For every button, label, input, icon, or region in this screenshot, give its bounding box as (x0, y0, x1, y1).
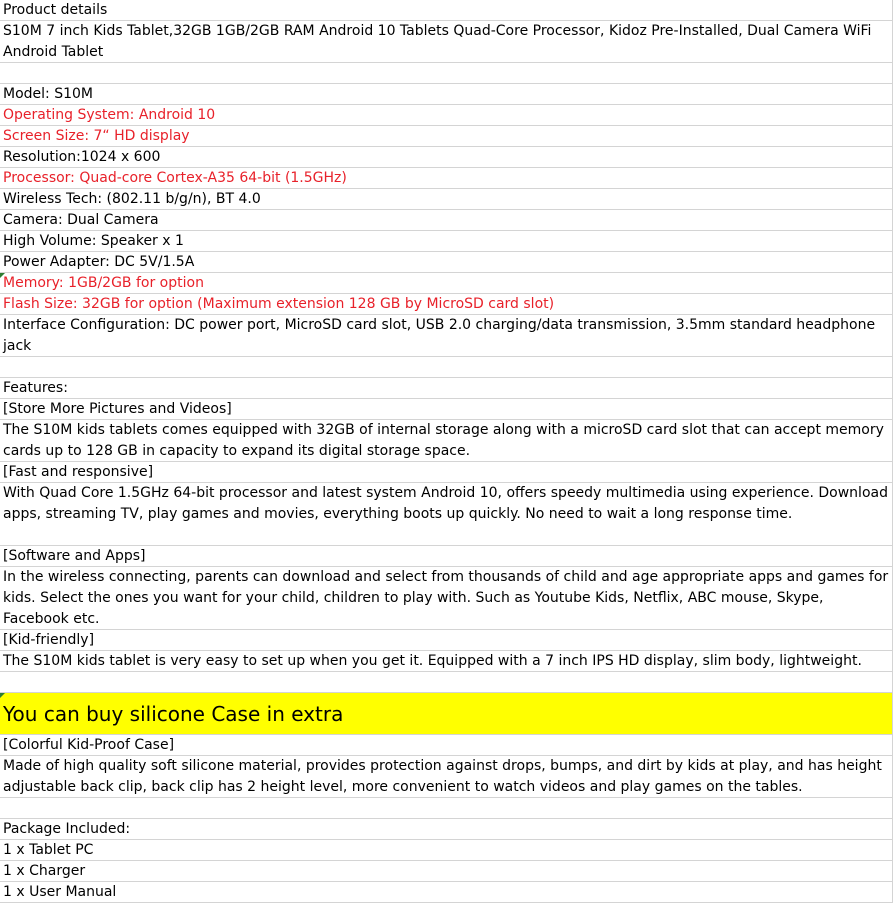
cell-empty[interactable] (0, 357, 893, 378)
cell-camera[interactable]: Camera: Dual Camera (0, 210, 893, 231)
cell-features-heading[interactable]: Features: (0, 378, 893, 399)
cell-package-item[interactable]: 1 x User Manual (0, 882, 893, 903)
cell-case-text[interactable]: Made of high quality soft silicone material, provides protection against drops, bumps, and dirt by kids at play, and has height adjustable back clip, back clip has 2 height level, more convenient to watch videos and play games on the tables. (0, 756, 893, 798)
cell-processor[interactable]: Processor: Quad-core Cortex-A35 64-bit (1.5GHz) (0, 168, 893, 189)
cell-package-item[interactable]: 1 x Tablet PC (0, 840, 893, 861)
cell-screen-size[interactable]: Screen Size: 7“ HD display (0, 126, 893, 147)
cell-volume[interactable]: High Volume: Speaker x 1 (0, 231, 893, 252)
cell-wireless[interactable]: Wireless Tech: (802.11 b/g/n), BT 4.0 (0, 189, 893, 210)
cell-operating-system[interactable]: Operating System: Android 10 (0, 105, 893, 126)
cell-package-item[interactable]: 1 x Charger (0, 861, 893, 882)
cell-memory[interactable] (0, 273, 893, 294)
cell-fast-heading[interactable]: [Fast and responsive] (0, 462, 893, 483)
cell-fast-text[interactable]: With Quad Core 1.5GHz 64-bit processor and latest system Android 10, offers speedy multimedia using experience. Download apps, streaming TV, play games and movies, everything boots up quickly. No need to wait a long response time. (0, 483, 893, 546)
cell-case-banner[interactable] (0, 693, 893, 735)
cell-interface[interactable]: Interface Configuration: DC power port, MicroSD card slot, USB 2.0 charging/data transmission, 3.5mm standard headphone jack (0, 315, 893, 357)
cell-store-text[interactable]: The S10M kids tablets comes equipped with 32GB of internal storage along with a microSD card slot that can accept memory cards up to 128 GB in capacity to expand its digital storage space. (0, 420, 893, 462)
cell-empty[interactable] (0, 63, 893, 84)
cell-flash-size[interactable]: Flash Size: 32GB for option (Maximum extension 128 GB by MicroSD card slot) (0, 294, 893, 315)
cell-kid-text[interactable]: The S10M kids tablet is very easy to set up when you get it. Equipped with a 7 inch IPS HD display, slim body, lightweight. (0, 651, 893, 672)
cell-power-adapter[interactable]: Power Adapter: DC 5V/1.5A (0, 252, 893, 273)
cell-comment-marker (0, 693, 5, 698)
cell-package-heading[interactable]: Package Included: (0, 819, 893, 840)
cell-software-text[interactable]: In the wireless connecting, parents can download and select from thousands of child and age appropriate apps and games for kids. Select the ones you want for your child, children to play with. Such as Youtube Kids, Netflix, ABC mouse, Skype, Facebook etc. (0, 567, 893, 630)
cell-case-heading[interactable]: [Colorful Kid-Proof Case] (0, 735, 893, 756)
cell-product-details-heading[interactable]: Product details (0, 0, 893, 21)
cell-resolution[interactable]: Resolution:1024 x 600 (0, 147, 893, 168)
cell-empty[interactable] (0, 672, 893, 693)
cell-model[interactable]: Model: S10M (0, 84, 893, 105)
cell-memory-text: Memory: 1GB/2GB for option (3, 275, 204, 291)
cell-software-heading[interactable]: [Software and Apps] (0, 546, 893, 567)
cell-comment-marker (0, 273, 5, 278)
cell-store-heading[interactable]: [Store More Pictures and Videos] (0, 399, 893, 420)
cell-product-title[interactable]: S10M 7 inch Kids Tablet,32GB 1GB/2GB RAM Android 10 Tablets Quad-Core Processor, Kidoz Pre-Installed, Dual Camera WiFi Android Tablet (0, 21, 893, 63)
cell-kid-heading[interactable]: [Kid-friendly] (0, 630, 893, 651)
cell-empty[interactable] (0, 798, 893, 819)
cell-case-banner-text: You can buy silicone Case in extra (3, 702, 344, 726)
